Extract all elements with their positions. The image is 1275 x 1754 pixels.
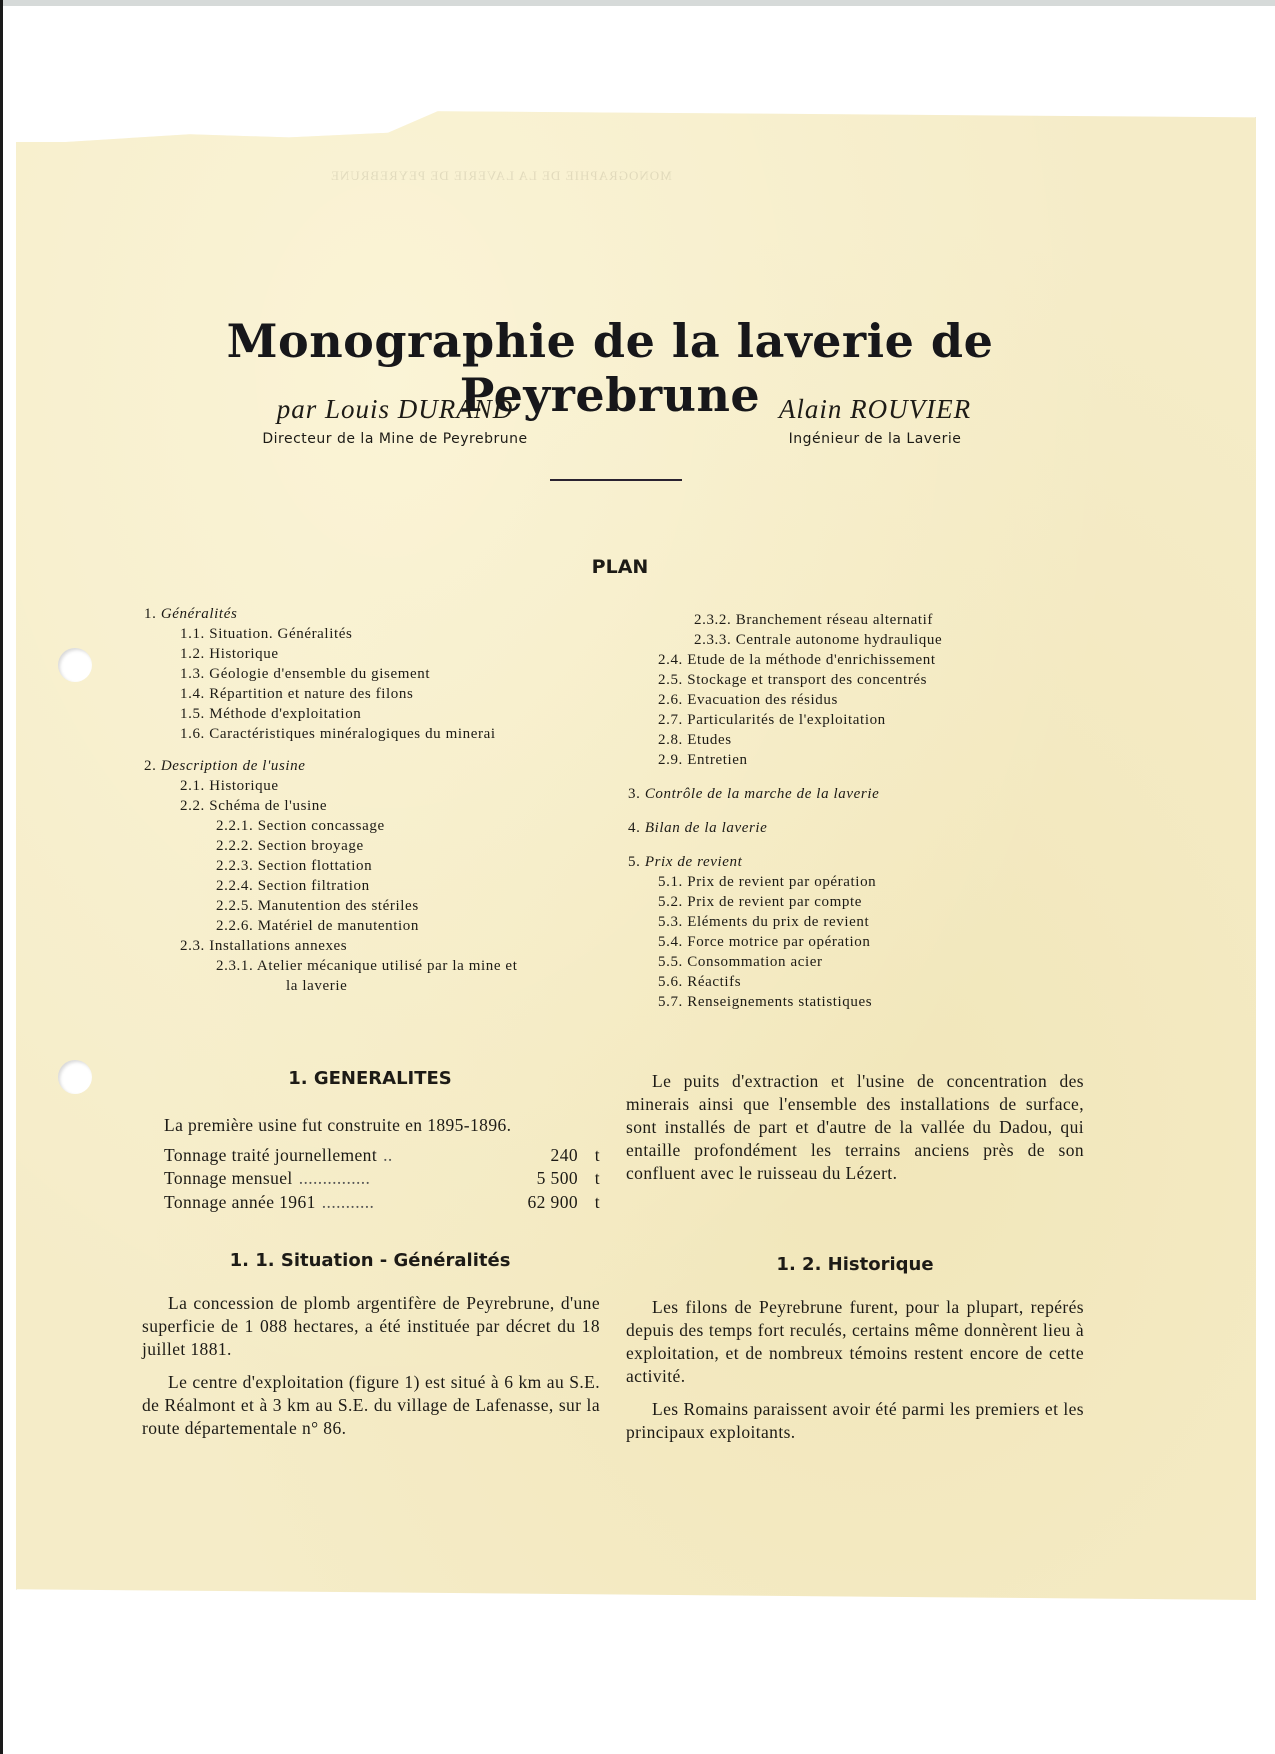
section-1-heading: 1. GENERALITES: [288, 1068, 452, 1089]
leader-dots: ..: [383, 1144, 393, 1165]
plan-item-label: Manutention des stériles: [257, 898, 419, 914]
plan-item-number: 1.6.: [180, 726, 205, 742]
plan-item: [628, 710, 1048, 730]
plan-item-number: 2.2.3.: [216, 858, 254, 874]
plan-item-label: Etude de la méthode d'enrichissement: [687, 652, 936, 668]
plan-item-number: 5.: [628, 854, 641, 870]
stat-row: [164, 1144, 600, 1168]
document-title: Monographie de la laverie de Peyrebrune: [226, 314, 994, 422]
plan-item-number: 2.: [144, 758, 157, 774]
plan-item-label: Historique: [209, 646, 279, 662]
paragraph: Les Romains paraissent avoir été parmi les premiers et les principaux exploitants.: [626, 1399, 1084, 1442]
title-divider: [550, 479, 682, 481]
plan-item-number: 1.1.: [180, 626, 205, 642]
plan-item: [628, 852, 1048, 872]
stat-unit: t: [594, 1168, 600, 1188]
stat-row: [164, 1167, 600, 1191]
plan-item-number: 2.2.2.: [216, 838, 254, 854]
plan-item-number: 5.4.: [658, 934, 683, 950]
stat-value: 5 500: [536, 1168, 578, 1188]
plan-item-label: Répartition et nature des filons: [209, 686, 414, 702]
plan-item-label: Force motrice par opération: [687, 934, 871, 950]
plan-item-number: 2.3.: [180, 938, 205, 954]
plan-item-label: Historique: [209, 778, 279, 794]
stat-value: 62 900: [527, 1191, 578, 1212]
section-1-2-body: [626, 1296, 1084, 1454]
plan-item: [144, 956, 614, 976]
plan-item-label: Renseignements statistiques: [687, 994, 873, 1010]
plan-item: [628, 892, 1048, 912]
plan-column-2: [628, 610, 1048, 1012]
plan-item-number: 5.1.: [658, 874, 683, 890]
stat-label: Tonnage traité journellement: [164, 1144, 378, 1165]
plan-item-number: 1.5.: [180, 706, 205, 722]
plan-item-number: 2.2.6.: [216, 918, 254, 934]
plan-item-number: 1.4.: [180, 686, 205, 702]
plan-item-number: 2.6.: [658, 692, 683, 708]
plan-item-label: Généralités: [160, 606, 238, 622]
leader-dots: ...............: [298, 1168, 371, 1188]
plan-column-1: [144, 604, 614, 996]
plan-item: [628, 818, 1048, 838]
plan-item: [144, 856, 614, 876]
author-1-role: Directeur de la Mine de Peyrebrune: [262, 431, 528, 447]
tonnage-stats: [164, 1144, 600, 1215]
plan-item-number: 3.: [628, 786, 641, 802]
stat-row: [164, 1191, 600, 1215]
plan-item: [144, 756, 614, 776]
plan-item-label: Description de l'usine: [160, 758, 306, 774]
paragraph: La concession de plomb argentifère de Peyrebrune, d'une superficie de 1 088 hectares, a été instituée par décret du 18 juillet 1881.: [142, 1293, 600, 1359]
plan-item-number: 2.4.: [658, 652, 683, 668]
plan-item-label: Prix de revient: [644, 854, 743, 870]
plan-item-label: Bilan de la laverie: [644, 820, 768, 836]
plan-item-number: 2.2.5.: [216, 898, 254, 914]
plan-item: [144, 836, 614, 856]
plan-item: [144, 624, 614, 644]
plan-item-label: Etudes: [687, 732, 732, 748]
plan-item-number: 2.3.3.: [694, 632, 732, 648]
stat-unit: t: [594, 1144, 600, 1165]
plan-item: [144, 684, 614, 704]
plan-item-label: la laverie: [286, 978, 348, 994]
plan-item-label: Section broyage: [257, 838, 364, 854]
plan-item-number: 5.6.: [658, 974, 683, 990]
plan-item-label: Matériel de manutention: [257, 918, 419, 934]
plan-item: [628, 932, 1048, 952]
section-1-right-text: [626, 1070, 1084, 1195]
section-1-1-heading: 1. 1. Situation - Généralités: [229, 1250, 511, 1271]
plan-item-number: 5.3.: [658, 914, 683, 930]
plan-item-number: 5.7.: [658, 994, 683, 1010]
plan-item-label: Consommation acier: [687, 954, 823, 970]
plan-item-label: Prix de revient par opération: [687, 874, 877, 890]
plan-item-label: Stockage et transport des concentrés: [687, 672, 928, 688]
plan-item-label: Branchement réseau alternatif: [735, 612, 934, 628]
plan-item: [628, 670, 1048, 690]
plan-item: [144, 704, 614, 724]
plan-item: [628, 610, 1048, 630]
stat-unit: t: [594, 1191, 600, 1212]
plan-item-number: 1.3.: [180, 666, 205, 682]
punch-hole-bottom: [58, 1060, 92, 1094]
plan-item-label: Section filtration: [257, 878, 370, 894]
plan-item: [144, 816, 614, 836]
plan-item-number: 2.2.4.: [216, 878, 254, 894]
plan-item: [144, 936, 614, 956]
plan-item-label: Caractéristiques minéralogiques du minerai: [209, 726, 496, 742]
section-1-intro: La première usine fut construite en 1895-1896.: [164, 1115, 512, 1135]
plan-item: [144, 876, 614, 896]
plan-item: [144, 796, 614, 816]
plan-item: [628, 872, 1048, 892]
plan-item-label: Evacuation des résidus: [687, 692, 838, 708]
plan-item-label: Eléments du prix de revient: [687, 914, 870, 930]
leader-dots: ...........: [321, 1191, 375, 1212]
plan-item: [144, 976, 614, 996]
plan-item: [144, 896, 614, 916]
plan-item-number: 1.2.: [180, 646, 205, 662]
plan-item: [144, 604, 614, 624]
plan-item-number: 2.1.: [180, 778, 205, 794]
section-1-summary: [164, 1114, 600, 1214]
author-2-role: Ingénieur de la Laverie: [788, 431, 962, 447]
plan-item-label: Réactifs: [687, 974, 742, 990]
plan-item: [144, 724, 614, 744]
plan-item-number: 2.2.1.: [216, 818, 254, 834]
plan-item-label: Atelier mécanique utilisé par la mine et: [256, 958, 518, 974]
stat-label: Tonnage année 1961: [164, 1191, 316, 1212]
author-1: [230, 394, 560, 447]
bleed-through-header: MONOGRAPHIE DE LA LAVERIE DE PEYREBRUNE: [330, 168, 672, 183]
plan-item-label: Particularités de l'exploitation: [687, 712, 886, 728]
plan-item-number: 1.: [144, 606, 157, 622]
plan-item-label: Centrale autonome hydraulique: [735, 632, 943, 648]
author-1-name: par Louis DURAND: [276, 394, 514, 424]
paragraph: Le centre d'exploitation (figure 1) est situé à 6 km au S.E. de Réalmont et à 3 km au S.E. du village de Lafenasse, sur la route départementale n° 86.: [142, 1372, 600, 1438]
stat-label: Tonnage mensuel: [164, 1168, 293, 1188]
plan-item: [628, 912, 1048, 932]
plan-item-number: 2.3.1.: [216, 958, 254, 974]
plan-item: [628, 650, 1048, 670]
plan-item: [628, 952, 1048, 972]
plan-item-number: 4.: [628, 820, 641, 836]
plan-heading: PLAN: [591, 556, 649, 578]
plan-item: [628, 630, 1048, 650]
plan-item-label: Contrôle de la marche de la laverie: [644, 786, 880, 802]
plan-item-label: Section concassage: [257, 818, 385, 834]
plan-item: [628, 784, 1048, 804]
plan-item-number: 2.7.: [658, 712, 683, 728]
plan-item-number: 5.5.: [658, 954, 683, 970]
plan-item-label: Méthode d'exploitation: [209, 706, 362, 722]
plan-item-number: 2.8.: [658, 732, 683, 748]
plan-item-label: Prix de revient par compte: [687, 894, 862, 910]
section-1-2-heading: 1. 2. Historique: [776, 1254, 934, 1275]
stat-value: 240: [550, 1144, 578, 1165]
plan-item: [144, 644, 614, 664]
plan-item-number: 5.2.: [658, 894, 683, 910]
paragraph: Le puits d'extraction et l'usine de concentration des minerais ainsi que l'ensemble des installations de surface, sont installés de part et d'autre de la vallée du Dadou, qui entaille profondément les terrains anciens près de son confluent avec le ruisseau du Lézert.: [626, 1071, 1084, 1183]
plan-item: [144, 916, 614, 936]
plan-item-label: Géologie d'ensemble du gisement: [209, 666, 431, 682]
plan-item-label: Situation. Généralités: [209, 626, 353, 642]
scan-edge-top: [0, 0, 1275, 6]
plan-item-number: 2.3.2.: [694, 612, 732, 628]
author-2: [730, 394, 1020, 447]
plan-item-label: Entretien: [687, 752, 748, 768]
author-2-name: Alain ROUVIER: [778, 394, 972, 424]
plan-item: [628, 750, 1048, 770]
plan-item: [628, 972, 1048, 992]
plan-item: [144, 776, 614, 796]
plan-item-number: 2.2.: [180, 798, 205, 814]
plan-item-number: 2.9.: [658, 752, 683, 768]
scan-edge-left: [0, 0, 3, 1754]
section-1-1-body: [142, 1292, 600, 1450]
plan-item: [144, 664, 614, 684]
plan-item-label: Section flottation: [257, 858, 373, 874]
plan-item-number: 2.5.: [658, 672, 683, 688]
plan-item-label: Installations annexes: [209, 938, 348, 954]
paragraph: Les filons de Peyrebrune furent, pour la plupart, repérés depuis des temps fort reculés, certains même donnèrent lieu à exploitation, et de nombreux témoins restent encore de cette activité.: [626, 1297, 1084, 1386]
plan-item: [628, 690, 1048, 710]
plan-item: [628, 992, 1048, 1012]
punch-hole-top: [58, 648, 92, 682]
plan-item: [628, 730, 1048, 750]
plan-item-label: Schéma de l'usine: [209, 798, 328, 814]
